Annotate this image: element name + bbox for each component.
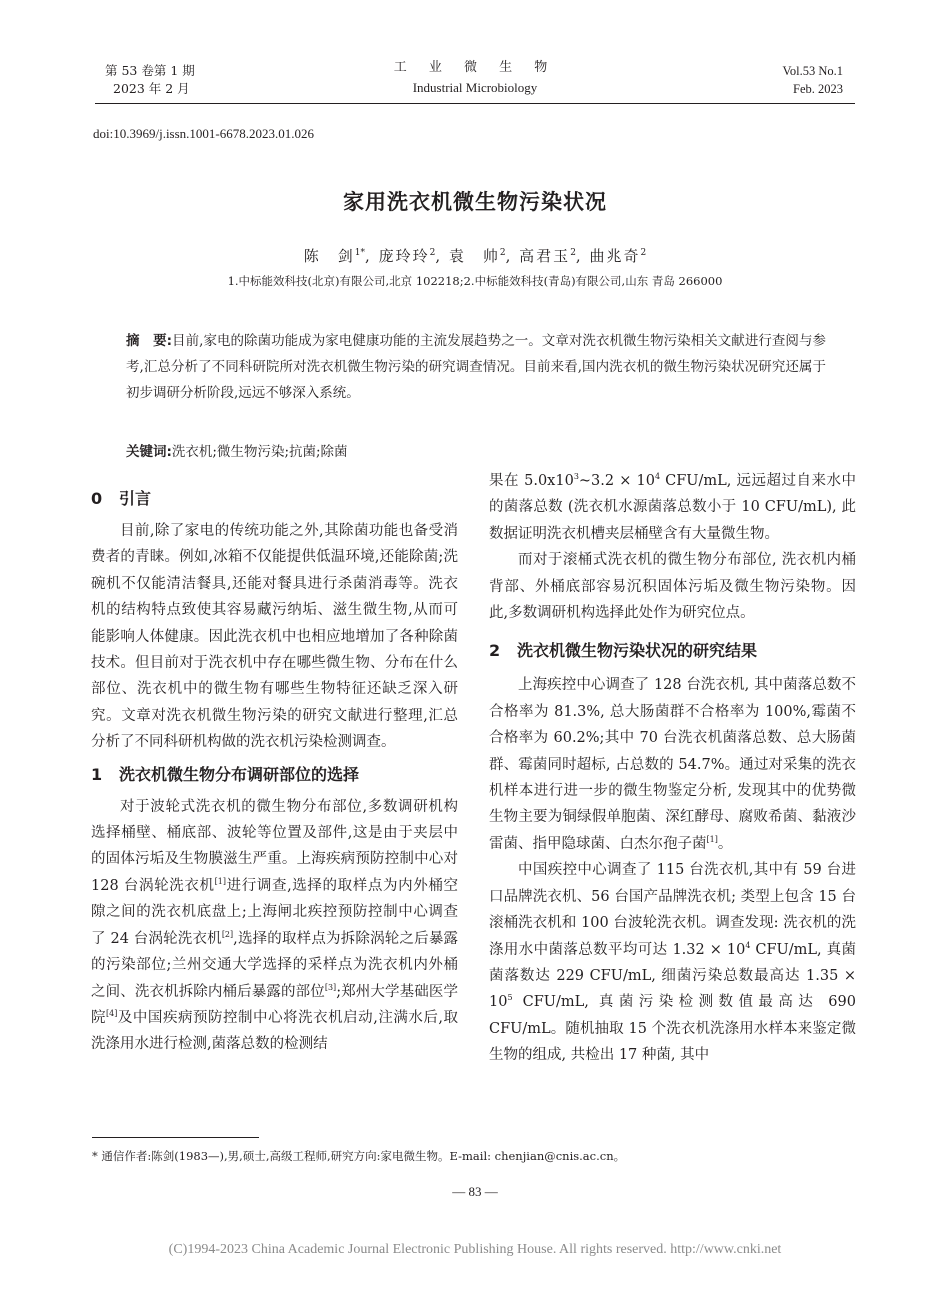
author-list: 陈 剑$^{1*}$, 庞玲玲$^2$, 袁 帅$^2$, 高君玉$^2$, 曲兆奇$^2$ <box>303 247 647 265</box>
header-date-cn: 2023 年 2 月 <box>113 81 190 96</box>
doi: doi:10.3969/j.issn.1001-6678.2023.01.026 <box>93 126 315 141</box>
author-affil: 2 <box>499 248 506 258</box>
header-volume-en: Vol.53 No.1 <box>782 64 843 78</box>
author-name: 庞玲玲 <box>378 247 430 265</box>
author-name: 陈 剑 <box>303 247 355 265</box>
journal-name-en: Industrial Microbiology <box>412 80 538 95</box>
abstract-text: 目前,家电的除菌功能成为家电健康功能的主流发展趋势之一。文章对洗衣机微生物污染相关文献进行查阅与参考,汇总分析了不同科研院所对洗衣机微生物污染的研究调查情况。目前来看,国内洗衣机的微生物污染状况研究还属于初步调研分析阶段,远远不够深入系统。 <box>126 333 826 401</box>
section-number: 1 <box>91 764 103 784</box>
paper-title: 家用洗衣机微生物污染状况 <box>343 190 607 214</box>
text-run: 中国疾控中心调查了 115 台洗衣机,其中有 59 台进口品牌洗衣机、56 台国产品牌洗衣机; 类型上包含 15 台滚桶洗衣机和 100 台波轮洗衣机。调查发现: 洗衣机的洗涤用水中菌落总数平均可达 1.32 × 10 <box>489 862 856 958</box>
copyright-watermark: (C)1994-2023 China Academic Journal Electronic Publishing House. All rights reserved. http://www.cnki.net <box>168 1242 782 1257</box>
citation: [2] <box>221 929 234 939</box>
footnote: * 通信作者:陈剑(1983—),男,硕士,高级工程师,研究方向:家电微生物。E-mail: chenjian@cnis.ac.cn。 <box>92 1149 626 1163</box>
citation: [3] <box>324 982 337 992</box>
paragraph: 而对于滚桶式洗衣机的微生物分布部位, 洗衣机内桶背部、外桶底部容易沉积固体污垢及微生物污染物。因此,多数调研机构选择此处作为研究位点。 <box>489 552 856 622</box>
text-run: ,选择的取样点为拆除涡轮之后暴露的污染部位;兰州交通大学选择的采样点为洗衣机内外桶之间、洗衣机拆除内桶后暴露的部位 <box>91 930 458 1000</box>
exponent: 3 <box>573 472 579 482</box>
citation: [1] <box>214 877 226 887</box>
paragraph <box>91 794 458 1058</box>
text-run: 。 <box>717 835 733 852</box>
section-number: 0 <box>91 489 103 508</box>
page-number: — 83 — <box>452 1184 498 1199</box>
abstract-label: 摘 要: <box>126 333 173 349</box>
text-run: CFU/mL, 远远超过自来水中的菌落总数 (洗衣机水源菌落总数小于 10 CFU/mL), 此数据证明洗衣机槽夹层桶壁含有大量微生物。 <box>489 473 856 542</box>
author-name: 高君玉 <box>519 247 571 265</box>
text-run: 果在 5.0x10 <box>489 473 574 489</box>
author-name: 袁 帅 <box>448 247 500 265</box>
paragraph: 目前,除了家电的传统功能之外,其除菌功能也备受消费者的青睐。例如,冰箱不仅能提供低温环境,还能除菌;洗碗机不仅能清洁餐具,还能对餐具进行杀菌消毒等。洗衣机的结构特点致使其容易藏污纳垢、滋生微生物,从而可能影响人体健康。因此洗衣机中也相应地增加了各种除菌技术。但目前对于洗衣机中存在哪些微生物、分布在什么部位、洗衣机中的微生物有哪些生物特征还缺乏深入研究。文章对洗衣机微生物污染的研究文献进行整理,汇总分析了不同科研机构做的洗衣机污染检测调查。 <box>91 523 458 751</box>
right-column <box>489 468 856 1069</box>
text-run: ;郑州大学基础医学院 <box>91 983 458 1026</box>
author-affil: 2 <box>429 248 436 258</box>
paragraph <box>489 468 856 547</box>
text-run: CFU/mL, 真菌菌落数达 229 CFU/mL, 细菌污染总数最高达 1.35 × 10 <box>489 941 856 1011</box>
header-date-en: Feb. 2023 <box>793 82 843 96</box>
author-affil: 1* <box>354 248 366 258</box>
text-run: ~3.2 × 10 <box>578 473 655 489</box>
exponent: 4 <box>654 472 661 482</box>
citation: [1] <box>706 835 718 845</box>
paragraph <box>489 672 856 857</box>
section-heading <box>489 638 856 664</box>
section-heading <box>91 762 458 788</box>
header-volume: 第 53 卷第 1 期 <box>105 63 195 78</box>
text-run: 及中国疾病预防控制中心将洗衣机启动,注满水后,取洗涤用水进行检测,菌落总数的检测结 <box>91 1009 459 1053</box>
section-heading <box>91 486 458 512</box>
exponent: 5 <box>507 993 513 1003</box>
abstract <box>126 328 826 406</box>
section-number: 2 <box>489 641 501 661</box>
text-run: 进行调查,选择的取样点为内外桶空隙之间的洗衣机底盘上;上海闸北疾控预防控制中心调查了 24 台涡轮洗衣机 <box>91 877 458 947</box>
paragraph <box>489 857 856 1068</box>
citation: [4] <box>106 1009 118 1019</box>
footnote-rule <box>92 1137 259 1138</box>
section-title: 洗衣机微生物污染状况的研究结果 <box>517 641 758 661</box>
keywords-label: 关键词: <box>126 444 172 460</box>
affiliations: 1.中标能效科技(北京)有限公司,北京 102218;2.中标能效科技(青岛)有限公司,山东 青岛 266000 <box>227 274 723 288</box>
header-issue-en <box>782 62 843 98</box>
left-column <box>91 470 458 1058</box>
exponent: 4 <box>745 940 751 950</box>
section-title: 引言 <box>119 489 152 508</box>
author-affil: 2 <box>570 248 576 258</box>
keywords-text: 洗衣机;微生物污染;抗菌;除菌 <box>171 444 348 460</box>
header-rule <box>95 103 855 104</box>
section-title: 洗衣机微生物分布调研部位的选择 <box>119 764 360 784</box>
text-run: CFU/mL, 真菌污染检测数值最高达 690 CFU/mL。随机抽取 15 个洗衣机洗涤用水样本来鉴定微生物的组成, 共检出 17 种菌, 其中 <box>489 994 856 1064</box>
keywords <box>126 442 826 462</box>
text-run: 上海疾控中心调查了 128 台洗衣机, 其中菌落总数不合格率为 81.3%, 总大肠菌群不合格率为 100%,霉菌不合格率为 60.2%;其中 70 台洗衣机菌落总数、总大肠菌群、霉菌同时超标, 占总数的 54.7%。通过对采集的洗衣机样本进行进一步的微生物鉴定分析, 发现其中的优势微生物主要为铜绿假单胞菌、深红酵母、腐败希菌、黏液沙雷菌、指甲隐球菌、白杰尔孢子菌 <box>489 677 856 852</box>
author-affil: 2 <box>640 248 647 258</box>
journal-name-cn: 工 业 微 生 物 <box>393 60 557 75</box>
author-name: 曲兆奇 <box>589 247 641 265</box>
text-run: 对于波轮式洗衣机的微生物分布部位,多数调研机构选择桶壁、桶底部、波轮等位置及部件,这是由于夹层中的固体污垢及生物膜滋生严重。上海疾病预防控制中心对 128 台涡轮洗衣机 <box>91 798 458 894</box>
